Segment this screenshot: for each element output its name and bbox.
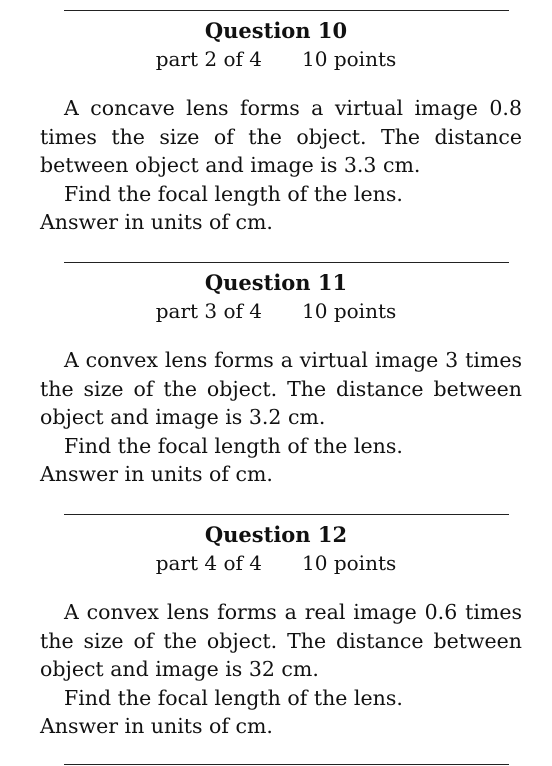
question-task: Find the focal length of the lens.: [64, 433, 403, 458]
divider-rule: [64, 262, 509, 263]
question-part: part 3 of 4: [155, 299, 263, 323]
question-body: [40, 598, 522, 741]
question-task: Find the focal length of the lens.: [64, 685, 403, 710]
question-block-12: [0, 522, 552, 742]
question-body: [40, 346, 522, 489]
question-points: 10 points: [302, 299, 397, 323]
question-prompt: A concave lens forms a virtual image 0.8 times the size of the object. The distance between object and image is 3.3 cm.: [40, 96, 522, 177]
question-part: part 2 of 4: [155, 47, 263, 71]
question-prompt: A convex lens forms a virtual image 3 times the size of the object. The distance between object and image is 3.2 cm.: [40, 348, 522, 429]
question-body: [40, 94, 522, 237]
question-points: 10 points: [302, 47, 397, 71]
question-part: part 4 of 4: [155, 551, 263, 575]
question-meta: [0, 46, 552, 72]
question-points: 10 points: [302, 551, 397, 575]
question-meta: [0, 298, 552, 324]
divider-rule: [64, 514, 509, 515]
question-block-11: [0, 270, 552, 490]
question-block-10: [0, 18, 552, 238]
question-task: Find the focal length of the lens.: [64, 181, 403, 206]
divider-rule: [64, 10, 509, 11]
question-prompt: A convex lens forms a real image 0.6 times the size of the object. The distance between object and image is 32 cm.: [40, 600, 522, 681]
divider-rule: [64, 764, 509, 765]
question-title: Question 12: [204, 522, 348, 547]
question-meta: [0, 550, 552, 576]
answer-units: Answer in units of cm.: [40, 210, 273, 234]
answer-units: Answer in units of cm.: [40, 462, 273, 486]
question-title: Question 10: [204, 18, 348, 43]
question-title: Question 11: [204, 270, 348, 295]
answer-units: Answer in units of cm.: [40, 714, 273, 738]
